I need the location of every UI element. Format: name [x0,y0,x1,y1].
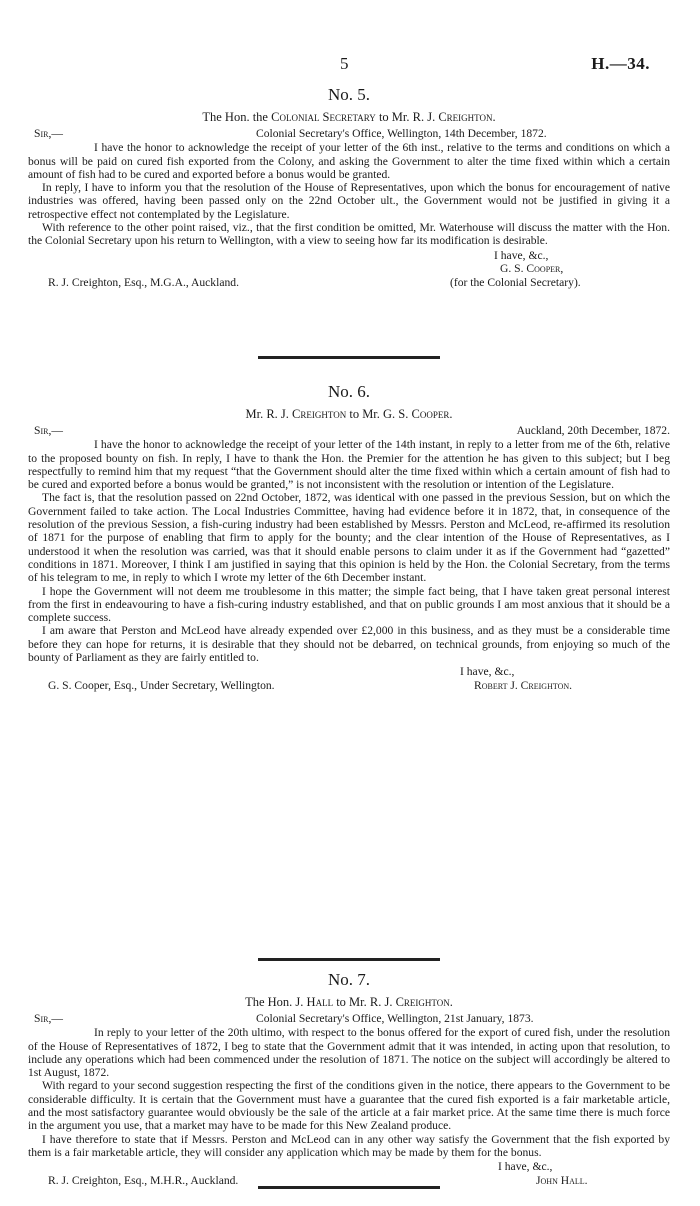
paragraph: The fact is, that the resolution passed on 22nd October, 1872, was identical with one passed in the previous Session, but on which the Government failed to take action. The Local Industries Committee, having had evidence before it in 1872, that, in consequence of the resolution of the previous Session, a fish-curing industry had been established by Messrs. Perston and McLeod, re-affirmed its resolution of 1871 for the purpose of enabling that firm to apply for the bounty; and the clear intention of the House of Representatives, as I understood it when the resolution was carried, was that it should enable persons to claim under it as if the Government had “gazetted” conditions in 1871. Moreover, I think I am justified in saying that this opinion is held by the Hon. the Colonial Secretary, from the terms of his telegram to me, in reply to which I wrote my letter of the 6th December instant. [28,491,670,585]
letter-number: No. 6. [327,382,371,401]
letter-no-5 [28,85,670,289]
paragraph: With reference to the other point raised, viz., that the first condition be omitted, Mr. Waterhouse will discuss the matter with the Hon. the Colonial Secretary upon his return to Wellington, with a view to seeing how far its modification is desirable. [28,221,670,248]
signature: John Hall. [536,1173,588,1187]
page-number: 5 [340,54,349,73]
paragraph: In reply, I have to inform you that the resolution of the House of Representatives, upon which the bonus for encouragement of native industries was offered, having been passed only on the 22nd October ult., the Government would not be justified in giving it a retrospective effect not contemplated by the Legislature. [28,181,670,221]
paper-reference: H.—34. [591,54,650,73]
letter-heading: The Hon. the Colonial Secretary to Mr. R. J. Creighton. [202,110,496,124]
letter-no-6 [28,382,670,692]
closing: I have, &c., [494,248,549,262]
letter-number: No. 5. [327,85,371,104]
salutation-row [28,1012,670,1026]
salutation: Sir,— [34,424,63,438]
paragraph: I have the honor to acknowledge the receipt of your letter of the 14th instant, in reply to a letter from me of the 6th, relative to the proposed bounty on fish. In reply, I have to thank the Hon. the Premier for the attention he has given to this subject; but I beg respectfully to remind him that my request “that the Government should alter the time fixed within which a certain amount of fish had to be cured and exported before a bonus would be granted,” is not inconsistent with the resolution or intention of the Legislature. [28,438,670,492]
signature: Robert J. Creighton. [474,678,573,692]
letter-number: No. 7. [327,970,371,989]
salutation-row [28,127,670,141]
closing-block [28,1160,670,1187]
place-date: Colonial Secretary's Office, Wellington, 21st January, 1873. [256,1012,534,1026]
paragraph: I am aware that Perston and McLeod have already expended over £2,000 in this business, and as they must be a considerable time before they can hope for returns, it is desirable that they should not be debarred, on technical grounds, from enjoying so much of the bounty of Parliament as they are fairly entitled to. [28,624,670,665]
place-date: Colonial Secretary's Office, Wellington, 14th December, 1872. [256,127,547,141]
signature-capacity: (for the Colonial Secretary). [450,275,581,289]
letter-no-7 [28,970,670,1187]
place-date: Auckland, 20th December, 1872. [516,424,670,438]
addressee: G. S. Cooper, Esq., Under Secretary, Wellington. [48,678,275,692]
closing-block [28,249,670,290]
page-header [0,54,700,76]
addressee: R. J. Creighton, Esq., M.G.A., Auckland. [48,275,239,289]
paragraph: I have the honor to acknowledge the receipt of your letter of the 6th inst., relative to the terms and conditions on which a bonus will be paid on cured fish exported from the Colony, and asking the Government to alter the time fixed within which a certain amount of fish had to be cured and exported before a bonus would be granted. [28,141,670,181]
paragraph: In reply to your letter of the 20th ultimo, with respect to the bonus offered for the export of cured fish, under the resolution of the House of Representatives of 1872, I beg to state that the Government admit that it was intended, in acting upon that resolution, to include any operations which had been commenced under the resolution of 1871. The notice on the subject will accordingly be altered to 1st August, 1872. [28,1026,670,1080]
signature: G. S. Cooper, [500,262,564,276]
section-divider [258,1186,440,1189]
salutation: Sir,— [34,127,63,141]
section-divider [258,356,440,359]
closing: I have, &c., [460,665,515,679]
closing-block [28,665,670,692]
letter-heading: Mr. R. J. Creighton to Mr. G. S. Cooper. [245,407,453,421]
addressee: R. J. Creighton, Esq., M.H.R., Auckland. [48,1173,239,1187]
salutation-row [28,424,670,438]
paragraph: I hope the Government will not deem me troublesome in this matter; the simple fact being, that I have taken great personal interest from the first in endeavouring to have a fish-curing industry established, and that on public grounds I am most anxious that it should be a complete success. [28,584,670,625]
letter-heading: The Hon. J. Hall to Mr. R. J. Creighton. [245,995,453,1009]
paragraph: I have therefore to state that if Messrs. Perston and McLeod can in any other way satisfy the Government that the fish exported by them is a fair marketable article, they will consider any application which may be made by them for the bonus. [28,1132,670,1159]
section-divider [258,958,440,961]
closing: I have, &c., [498,1160,553,1174]
paragraph: With regard to your second suggestion respecting the first of the conditions given in the notice, there appears to the Government to be considerable difficulty. It is certain that the Government must have a guarantee that the cured fish exported is a fair marketable article, and the most satisfactory guarantee would obviously be the sale of the article at a fair market price. At the same time there is much force in the argument you use, that a market may have to be made for this New Zealand produce. [28,1079,670,1133]
salutation: Sir,— [34,1012,63,1026]
